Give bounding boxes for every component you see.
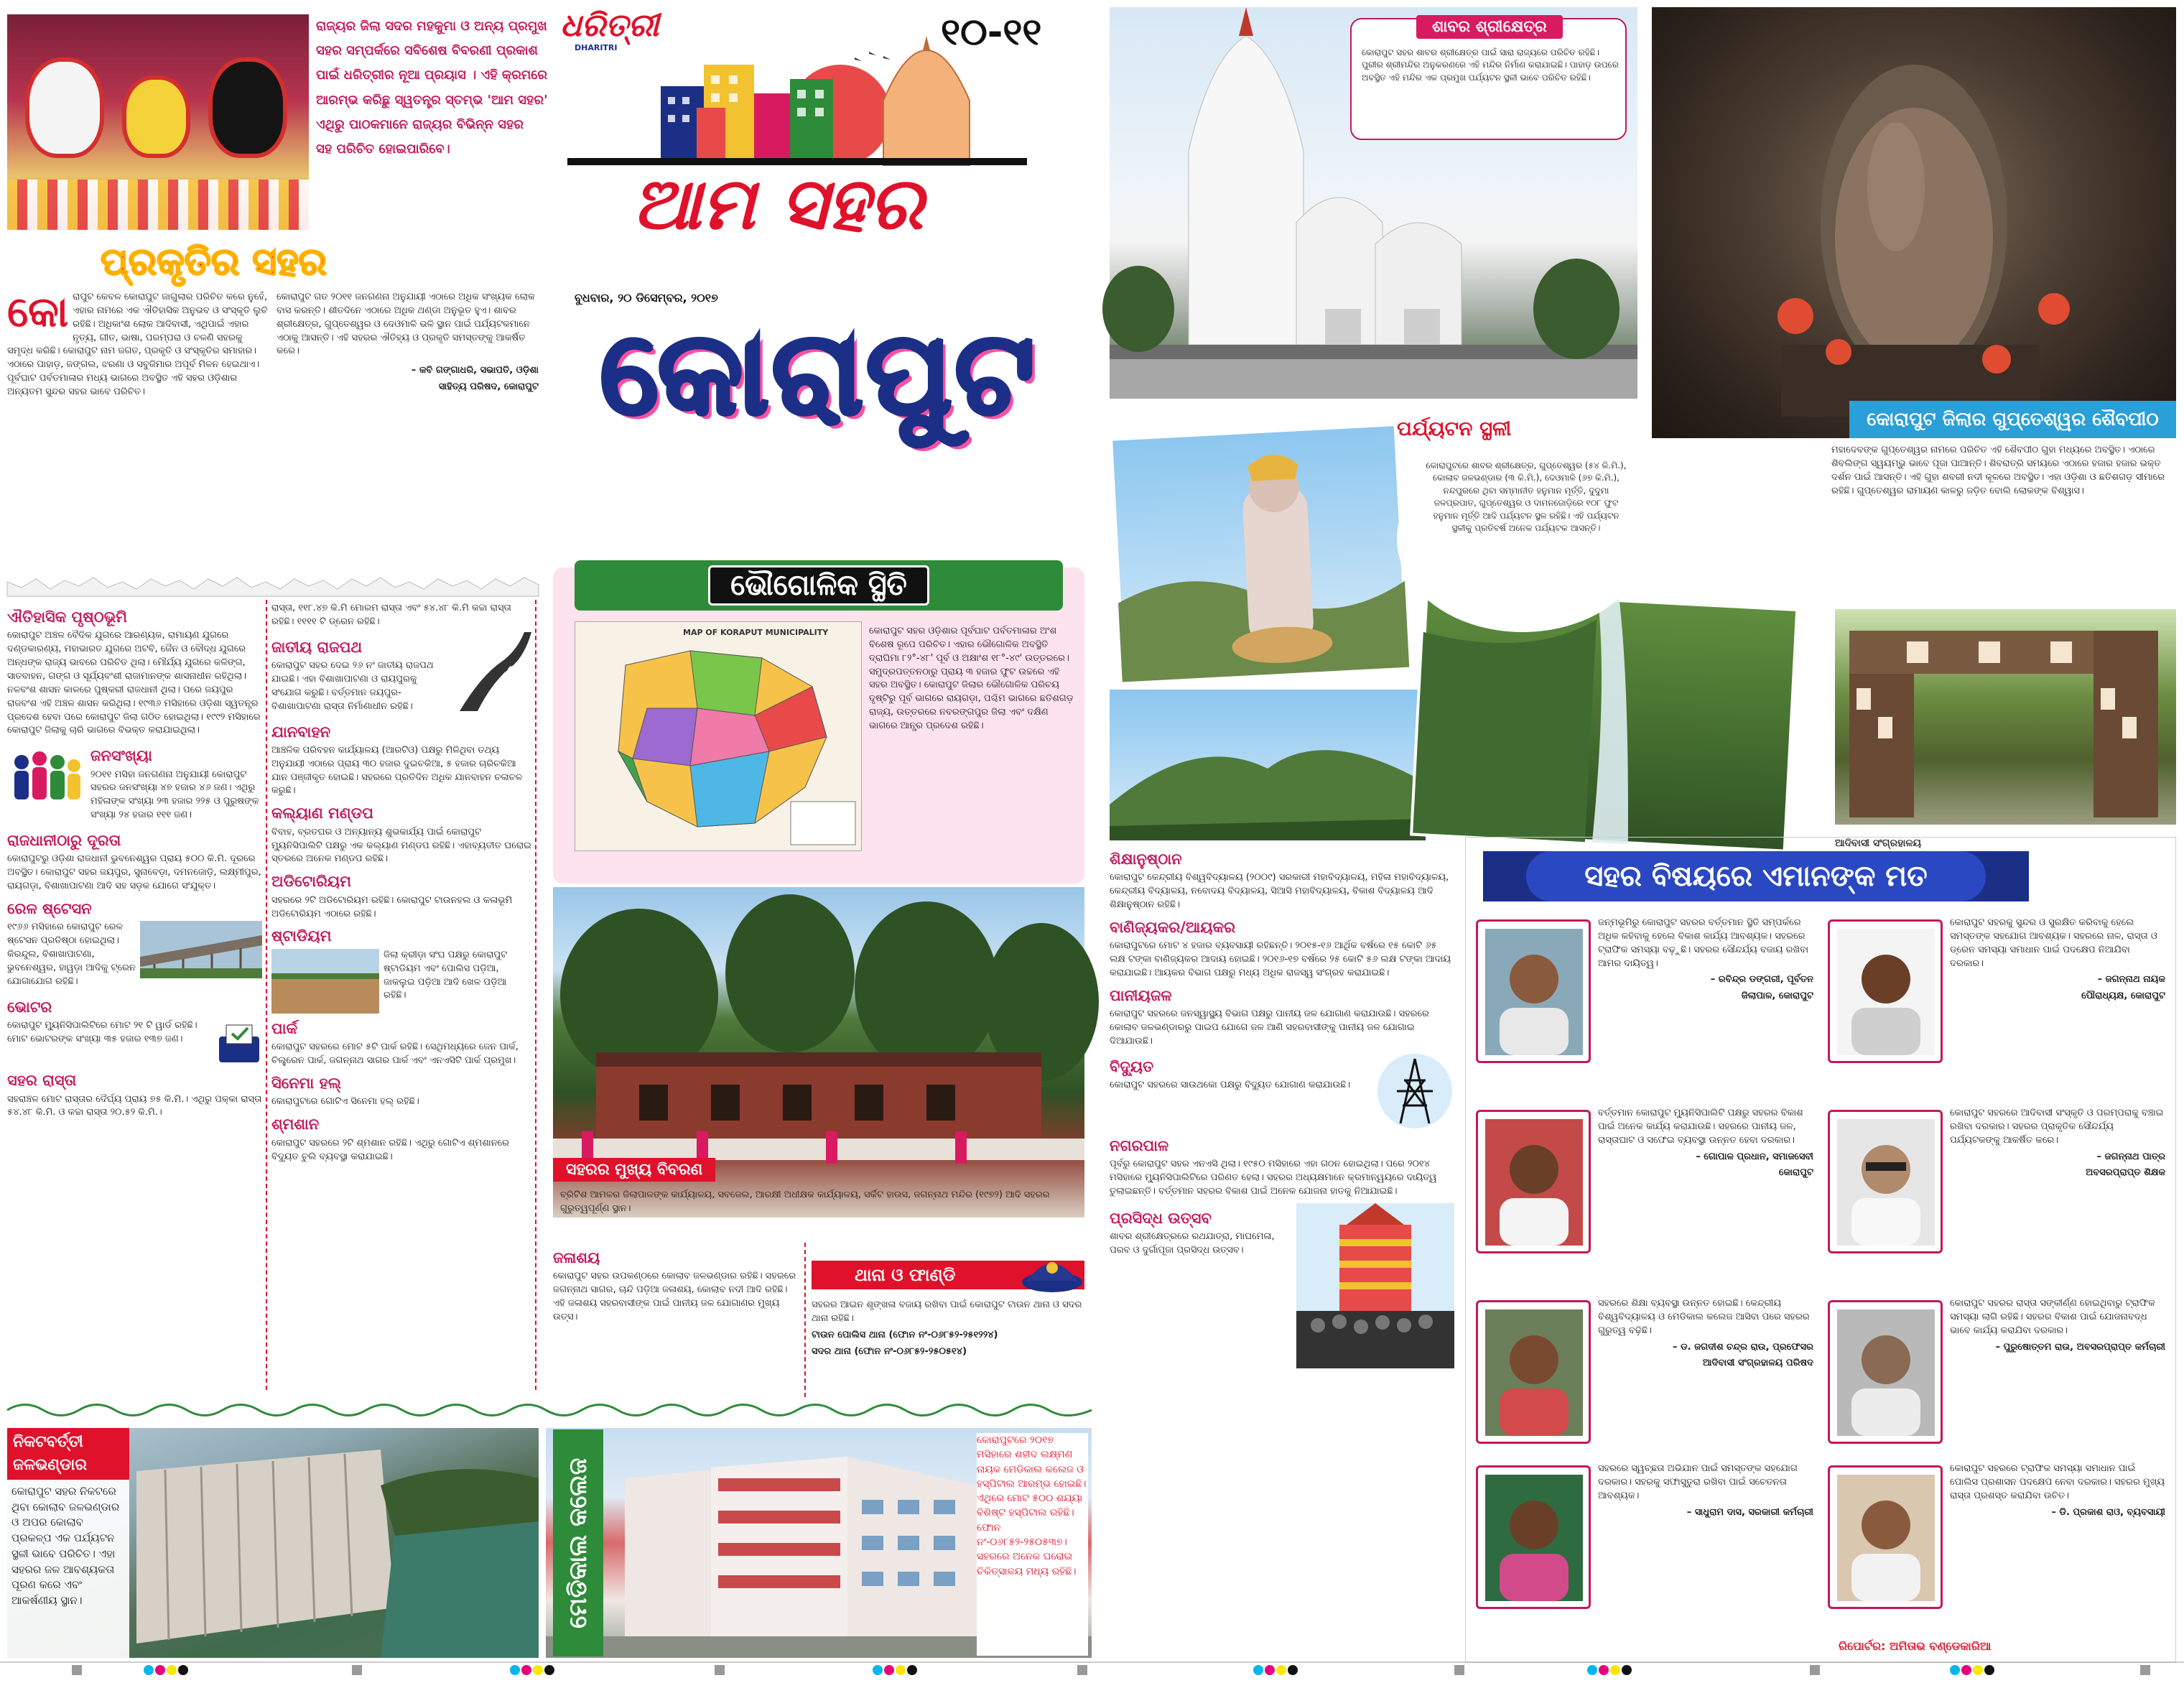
jagannath-figure xyxy=(208,57,287,158)
reservoir-text: ନିକଟବର୍ତ୍ତୀ ଜଳଭଣ୍ଡାର କୋରାପୁଟ ସହର ନିକଟରେ ଥିବା କୋଲାବ ଜଳଭଣ୍ଡାର ଓ ଅପର କୋଲାବ ପ୍ରକଳ୍ପ ଏକ ପର୍ଯ୍ୟଟନ ସ୍ଥଳୀ ଭାବେ ପରିଚିତ। ଏହା ସହରର ଜଳ ଆବଶ୍ୟକତା ପୂରଣ କରେ ଏବଂ ଆକର୍ଷଣୀୟ ସ୍ଥାନ। xyxy=(7,1428,129,1658)
map-drawing xyxy=(575,622,863,852)
reporter-credit: ରିପୋର୍ଟର: ଅମିତାଭ ବଣ୍ଡେକାରିଆ xyxy=(1839,1639,1992,1653)
person-photo xyxy=(1485,929,1583,1055)
map-label: MAP OF KORAPUT MUNICIPALITY xyxy=(683,628,829,637)
nature-credit-org: ସାହିତ୍ୟ ପରିଷଦ, କୋରାପୁଟ xyxy=(438,381,539,393)
history-heading: ଐତିହାସିକ ପୃଷ୍ଠଭୂମି xyxy=(7,608,127,626)
wavy-divider xyxy=(7,1399,1092,1421)
medical-vertical-title: ମେଡିକାଲ କଲେଜ xyxy=(553,1429,603,1656)
opinion-card: ଜନ୍ମଭୂମିରୁ କୋରାପୁଟ ସହରର ବର୍ତ୍ତମାନ ସ୍ଥିତି ସମ୍ପର୍କରେ ଅଧିକ କହିବାକୁ ହେଲେ ବିକାଶ କାର୍ଯ୍ୟ ଆବଶ୍ୟକ। ସହରରେ ଟ୍ରାଫିକ ସମସ୍ୟା ବଢ଼ୁଛି। ସହରର ସୌନ୍ଦର୍ଯ୍ୟ ବଜାୟ ରଖିବା ଆମର ଦାୟିତ୍ୱ। – ରବିନ୍ଦ୍ର ଡଙ୍ଗରୀ, ପୂର୍ବତନ ଜିଲାପାଳ, କୋରାପୁଟ xyxy=(1476,912,1813,1098)
education-column: ଶିକ୍ଷାନୁଷ୍ଠାନ କୋରାପୁଟ କେନ୍ଦ୍ରୀୟ ବିଶ୍ୱବିଦ୍ୟାଳୟ (୨୦୦୯) ସରକାରୀ ମହାବିଦ୍ୟାଳୟ, ମହିଳା ମହାବିଦ୍ୟାଳୟ, କେନ୍ଦ୍ରୀୟ ବିଦ୍ୟାଳୟ, ନବୋଦୟ ବିଦ୍ୟାଳୟ, ସିଆସି ମହାବିଦ୍ୟାଳୟ, ବିକାଶ ବିଦ୍ୟାଳୟ ଆଦି ଶିକ୍ଷାନୁଷ୍ଠାନ ରହିଛି। ବାଣିଜ୍ୟକର/ଆୟକର କୋରାପୁଟରେ ମୋଟ ୪ ହଜାର ବ୍ୟବସାୟୀ ରହିଛନ୍ତି। ୨୦୧୫-୧୬ ଆର୍ଥିକ ବର୍ଷରେ ୧୫ କୋଟି ୬୫ ଲକ୍ଷ ଟଙ୍କା ବାଣିଜ୍ୟକର ଆଦାୟ ହୋଇଛି। ୨୦୧୬-୧୭ ବର୍ଷରେ ୨୫ କୋଟି ୫୬ ଲକ୍ଷ ଟଙ୍କା ଆଦାୟ କରାଯାଇଛି। ଆୟକର ବିଭାଗ ପକ୍ଷରୁ ମଧ୍ୟ ଅଧିକ ରାଜସ୍ୱ ସଂଗ୍ରହ କରାଯାଇଛି। ପାନୀୟଜଳ କୋରାପୁଟ ସହରରେ ଜନସ୍ୱାସ୍ଥ୍ୟ ବିଭାଗ ପକ୍ଷରୁ ପାନୀୟ ଜଳ ଯୋଗାଣ କରାଯାଉଛି। ସହରରେ କୋଲାବ ଜଳଭଣ୍ଡାରରୁ ପାଇପ ଯୋଗେ ଜଳ ଆଣି ସହରବାସୀଙ୍କୁ ପାନୀୟ ଜଳ ଯୋଗାଇ ଦିଆଯାଉଛି। ବିଦ୍ୟୁତ କୋରାପୁଟ ସହରରେ ସାଉଥକୋ ପକ୍ଷରୁ ବିଦ୍ୟୁତ ଯୋଗାଣ କରାଯାଉଛି। ନଗରପାଳ ପୂର୍ବରୁ କୋରାପୁଟ ସହର ଏନଏସି ଥିଲା। ୧୯୫୦ ମସିହାରେ ଏହା ଗଠନ ହୋଇଥିଲା। ପରେ ୨୦୧୪ ମସିହାରେ ମ୍ୟୁନିସିପାଲିଟିରେ ପରିଣତ ହେଲା। ସହରର ଅଧ୍ୟକ୍ଷମାନେ କ୍ରମାନ୍ୱୟରେ ଦାୟିତ୍ୱ ତୁଲାଇଛନ୍ତି। ବର୍ତ୍ତମାନ ସହରର ବିକାଶ ପାଇଁ ଅନେକ ଯୋଜନା ହାତକୁ ନିଆଯାଇଛି। ପ୍ରସିଦ୍ଧ ଉତ୍ସବ ଶାବର ଶ୍ରୀକ୍ଷେତ୍ରରେ ରଥଯାତ୍ରା, ମାଘମେଳା, ପରବ ଓ ଦୁର୍ଗାପୂଜା ପ୍ରସିଦ୍ଧ ଉତ୍ସବ। xyxy=(1110,844,1454,1663)
police-cap-icon xyxy=(1020,1246,1084,1297)
auditorium-heading: ଅଡିଟୋରିୟମ xyxy=(271,873,351,891)
drop-cap: କୋ xyxy=(7,287,69,336)
crematorium-heading: ଶ୍ମଶାନ xyxy=(271,1116,320,1133)
rail-heading: ରେଳ ଷ୍ଟେସନ xyxy=(7,899,92,917)
shabar-heading: ଶାବର ଶ୍ରୀକ୍ଷେତ୍ର xyxy=(1416,15,1563,39)
transport-heading: ଯାନବାହନ xyxy=(271,723,331,741)
kalyan-heading: କଲ୍ୟାଣ ମଣ୍ଡପ xyxy=(271,805,373,822)
person-photo xyxy=(1837,1119,1935,1246)
shabar-temple-box xyxy=(1350,18,1627,140)
park-heading: ପାର୍କ xyxy=(271,1019,298,1037)
history-column: ଐତିହାସିକ ପୃଷ୍ଠଭୂମି କୋରାପୁଟ ଅଞ୍ଚଳ ବୈଦିକ ଯୁଗରେ ଆରଣ୍ୟକ, ରାମାୟଣ ଯୁଗରେ ଦଣ୍ଡକାରଣ୍ୟ, ମହାଭାରତ ଯୁଗରେ ଅଟବି, ଜୈନ ଓ ବୌଦ୍ଧ ଯୁଗରେ ଅନ୍ଧଙ୍କ ରାଜ୍ୟ ଭାବରେ ପରିଚିତ ଥିଲା। ମୌର୍ଯ୍ୟ ଯୁଗରେ କଳିଙ୍ଗ, ସାତବାହନ, ଗଙ୍ଗ ଓ ସୂର୍ଯ୍ୟବଂଶୀ ରାଜାମାନଙ୍କ ଶାସନାଧୀନ ରହିଥିଲା। ନଳବଂଶ ଶାସନ କାଳରେ ପୁଷ୍କରୀ ରାଜଧାନୀ ଥିଲା। ପରେ ଜୟପୁର ରାଜବଂଶ ଏହି ଅଞ୍ଚଳ ଶାସନ କରିଥିଲା। ୧୯୩୬ ମସିହାରେ ଓଡ଼ିଶା ସ୍ୱତନ୍ତ୍ର ପ୍ରଦେଶ ହେବା ପରେ କୋରାପୁଟ ଜିଲା ଗଠିତ ହୋଇଥିଲା। ୧୯୯୨ ମସିହାରେ କୋରାପୁଟ ଜିଲାକୁ ଚାରି ଭାଗରେ ବିଭକ୍ତ କରାଯାଇଥିଲା। ଜନସଂଖ୍ୟା ୨୦୧୧ ମସିହା ଜନଗଣନା ଅନୁଯାୟୀ କୋରାପୁଟ ସହରର ଜନସଂଖ୍ୟା ୪୭ ହଜାର ୪୬ ଜଣ। ଏଥିରୁ ମହିଳାଙ୍କ ସଂଖ୍ୟା ୨୩ ହଜାର ୨୨୫ ଓ ପୁରୁଷଙ୍କ ସଂଖ୍ୟା ୨୪ ହଜାର ୧୧୧ ଜଣ। ରାଜଧାନୀଠାରୁ ଦୂରତା କୋରାପୁଟରୁ ଓଡ଼ିଶା ରାଜଧାନୀ ଭୁବନେଶ୍ୱର ପ୍ରାୟ ୫୦୦ କି.ମି. ଦୂରରେ ଅବସ୍ଥିତ। କୋରାପୁଟ ସହର ଜୟପୁର, ସୁନାବେଡ଼ା, ଦମନଜୋଡ଼ି, ଲକ୍ଷ୍ମୀପୁର, ରାୟଗଡ଼ା, ବିଶାଖାପାଟଣା ଆଦି ସହ ସଡ଼କ ଯୋଗେ ସଂଯୁକ୍ତ। ରେଳ ଷ୍ଟେସନ ୧୯୬୬ ମସିହାରେ କୋରାପୁଟ ରେଳ ଷ୍ଟେସନ ପ୍ରତିଷ୍ଠା ହୋଇଥିଲା। କିରନ୍ଦୁଲ, ବିଶାଖାପାଟଣା, ଭୁବନେଶ୍ୱର, ହାୱଡ଼ା ଆଦିକୁ ଟ୍ରେନ ଯୋଗାଯୋଗ ରହିଛି। ଭୋଟର କୋରାପୁଟ ମ୍ୟୁନିସିପାଲିଟିରେ ମୋଟ ୨୧ ଟି ୱାର୍ଡ ରହିଛି। ମୋଟ ଭୋଟରଙ୍କ ସଂଖ୍ୟା ୩୫ ହଜାର ୧୩୭ ଜଣ। ସହର ରାସ୍ତା ସହରାଞ୍ଚଳ ମୋଟ ରାସ୍ତାର ଦୈର୍ଘ୍ୟ ପ୍ରାୟ ୭୫ କି.ମି.। ଏଥିରୁ ପକ୍କା ରାସ୍ତା ୫୪.୪୮ କି.ମି. ଓ କଚ୍ଚା ରାସ୍ତା ୨୦.୫୨ କି.ମି.। xyxy=(7,602,262,1385)
distance-heading: ରାଜଧାନୀଠାରୁ ଦୂରତା xyxy=(7,832,121,849)
person-photo xyxy=(1485,1475,1583,1601)
person-photo xyxy=(1485,1309,1583,1436)
services-column: ରାସ୍ତା, ୧୧୮.୪୭ କି.ମି ମୋରମ ରାସ୍ତା ଏବଂ ୫୪.୪୮ କି.ମି କଚ୍ଚା ରାସ୍ତା ରହିଛି। ୧୧୧୧ ଟି ଡ୍ରେନ ରହିଛି। ଜାତୀୟ ରାଜପଥ କୋରାପୁଟ ସହର ଦେଇ ୨୬ ନଂ ଜାତୀୟ ରାଜପଥ ଯାଇଛି। ଏହା ବିଶାଖାପାଟଣା ଓ ରାୟପୁରକୁ ସଂଯୋଗ କରୁଛି। ବର୍ତ୍ତମାନ ଜୟପୁର-ବିଶାଖାପାଟଣା ରାସ୍ତା ନିର୍ମାଣାଧୀନ ରହିଛି। ଯାନବାହନ ଆଞ୍ଚଳିକ ପରିବହନ କାର୍ଯ୍ୟାଳୟ (ଆରଟିଓ) ପକ୍ଷରୁ ମିଳିଥିବା ତଥ୍ୟ ଅନୁଯାୟୀ ଏଠାରେ ପ୍ରାୟ ୩୦ ହଜାର ଦୁଇଚକିଆ, ୫ ହଜାର ଚାରିଚକିଆ ଯାନ ପଞ୍ଜୀକୃତ ହୋଇଛି। ସହରରେ ପ୍ରତିଦିନ ଅଧିକ ଯାନବାହନ ଚଳାଚଳ କରୁଛି। କଲ୍ୟାଣ ମଣ୍ଡପ ବିବାହ, ବ୍ରତଘର ଓ ଅନ୍ୟାନ୍ୟ ଶୁଭକାର୍ଯ୍ୟ ପାଇଁ କୋରାପୁଟ ମ୍ୟୁନିସିପାଲିଟି ପକ୍ଷରୁ ଏକ କଲ୍ୟାଣ ମଣ୍ଡପ ରହିଛି। ଏହାବ୍ୟତୀତ ଘରୋଇ ସ୍ତରରେ ଅନେକ ମଣ୍ଡପ ରହିଛି। ଅଡିଟୋରିୟମ ସହରରେ ୨ଟି ଅଡିଟୋରିୟମ ରହିଛି। କୋରାପୁଟ ଟାଉନହଲ ଓ କଳାଭୂମି ଅଡିଟୋରିୟମ ଏଠାରେ ରହିଛି। ଷ୍ଟାଡିୟମ ଜିଲା କ୍ରୀଡ଼ା ସଂଘ ପକ୍ଷରୁ କୋରାପୁଟ ଷ୍ଟାଡିୟମ ଏବଂ ପୋଲିସ ପଡ଼ିଆ, ଜାକଲୁଇ ପଡ଼ିଆ ଆଦି ଖେଳ ପଡ଼ିଆ ରହିଛି। ପାର୍କ କୋରାପୁଟ ସହରରେ ମୋଟ ୫ଟି ପାର୍କ ରହିଛି। ସେଥିମଧ୍ୟରେ ଜେନ ପାର୍କ, ଚିଲ୍ଡ୍ରେନ ପାର୍କ, ଜଗନ୍ନାଥ ସାଗର ପାର୍କ ଏବଂ ଏନଏସିଟି ପାର୍କ ପ୍ରମୁଖ। ସିନେମା ହଲ୍ କୋରାପୁଟରେ ଗୋଟିଏ ସିନେମା ହଲ୍ ରହିଛି। ଶ୍ମଶାନ କୋରାପୁଟ ସହରରେ ୨ଟି ଶ୍ମଶାନ ରହିଛି। ଏଥିରୁ ଗୋଟିଏ ଶ୍ମଶାନରେ ବିଦ୍ୟୁତ ଚୁଲି ବ୍ୟବସ୍ଥା କରାଯାଇଛି। xyxy=(271,603,531,1162)
date-line: ବୁଧବାର, ୨୦ ଡିସେମ୍ବର, ୨୦୧୭ xyxy=(575,291,718,305)
police-heading-bar: ଥାନା ଓ ଫାଣ୍ଡି xyxy=(812,1261,1084,1289)
nature-city-body: କୋରାପୁଟ କେବଳ କୋରାପୁଟ ଜାଗୁଲାର ପରିଚିତ କରେ ନୁହେଁ, ଏହାର ନାମରେ ଏକ ଐତିହାସିକ ଅନୁଭବ ଓ ସଂସ୍କୃତି ଲୁଚି ରହିଛି। ଅଧିକାଂଶ ଲୋକ ଆଦିବାସୀ, ଏଥିପାଇଁ ଏହାର ନୃତ୍ୟ, ଗୀତ, ଭାଷା, ପରମ୍ପରା ଓ ଚଳଣି ସହରକୁ ସମୃଦ୍ଧ କରିଛି। କୋରାପୁଟ ନାମ ଜଗତ, ପ୍ରକୃତି ଓ ସଂସ୍କୃତିର ସମାହାର। ଏଠାରେ ପାହାଡ଼, ଜଙ୍ଗଲ, ଝରଣା ଓ ସବୁଜିମାର ଅପୂର୍ବ ମିଳନ ହେଇଥାଏ। ପୂର୍ବଘାଟ ପର୍ବତମାଳାର ମଧ୍ୟ ଭାଗରେ ଅବସ୍ଥିତ ଏହି ସହର ଓଡ଼ିଶାର ଅନ୍ୟତମ ସୁନ୍ଦର ସହର ଭାବେ ପରିଚିତ। xyxy=(7,287,268,397)
print-registration-strip xyxy=(0,1661,2184,1680)
opinions-heading: ସହର ବିଷୟରେ ଏମାନଙ୍କ ମତ xyxy=(1584,860,1928,893)
nature-city-heading: ପ୍ରକୃତିର ସହର xyxy=(101,241,327,284)
highway-icon xyxy=(452,632,531,711)
museum-caption: ଆଦିବାସୀ ସଂଗ୍ରହାଳୟ xyxy=(1835,838,1922,849)
paper-logo: ଧରିତ୍ରୀ xyxy=(560,7,659,44)
balabhadra-figure xyxy=(25,57,104,158)
rail-bridge-photo xyxy=(140,921,262,978)
commerce-heading: ବାଣିଜ୍ୟକର/ଆୟକର xyxy=(1110,918,1236,936)
police-body: ସହରର ଆଇନ ଶୃଙ୍ଖଳା ବଜାୟ ରଖିବା ପାଇଁ କୋରାପୁଟ ଟାଉନ ଥାନା ଓ ସଦର ଥାନା ରହିଛି। ଟାଉନ ପୋଲିସ ଥାନା (ଫୋନ ନଂ-୦୬୮୫୨-୨୫୧୨୨୪) ସଦର ଥାନା (ଫୋନ ନଂ-୦୬୮୫୨-୨୫୦୫୧୪) xyxy=(812,1299,1084,1399)
opinion-card: ବର୍ତ୍ତମାନ କୋରାପୁଟ ମ୍ୟୁନିସିପାଲିଟି ପକ୍ଷରୁ ସହରର ବିକାଶ ପାଇଁ ଅନେକ କାର୍ଯ୍ୟ କରାଯାଉଛି। ସହରରେ ପାନୀୟ ଜଳ, ରାସ୍ତାଘାଟ ଓ ସଫେଇ ବ୍ୟବସ୍ଥା ଉନ୍ନତ ହେବା ଦରକାର। – ଗୋପାଳ ପ୍ରଧାନ, ସମାଜସେବୀ କୋରାପୁଟ xyxy=(1476,1103,1813,1288)
opinion-card: କୋରାପୁଟ ସହରରେ ଆଦିବାସୀ ସଂସ୍କୃତି ଓ ପରମ୍ପରାକୁ ବଞ୍ଚାଇ ରଖିବା ଦରକାର। ସହରର ପ୍ରାକୃତିକ ସୌନ୍ଦର୍ଯ୍ୟ ପର୍ଯ୍ୟଟକଙ୍କୁ ଆକର୍ଷିତ କରେ। – ଜଗନ୍ନାଥ ପାତ୍ର ଅବସରପ୍ରାପ୍ତ ଶିକ୍ଷକ xyxy=(1828,1103,2165,1288)
population-heading: ଜନସଂଖ୍ୟା xyxy=(90,747,152,765)
opinion-card: ସହରରେ ଶିକ୍ଷା ବ୍ୟବସ୍ଥା ଉନ୍ନତ ହୋଇଛି। କେନ୍ଦ୍ରୀୟ ବିଶ୍ୱବିଦ୍ୟାଳୟ ଓ ମେଡିକାଲ କଲେଜ ଆସିବା ପରେ ସହରର ଗୁରୁତ୍ୱ ବଢ଼ିଛି। – ଡ. ଜଗଦୀଶ ଚନ୍ଦ୍ର ରାଉ, ପ୍ରଫେସର ଆଦିବାସୀ ସଂଗ୍ରହାଳୟ ପରିଷଦ xyxy=(1476,1293,1813,1478)
tribal-museum-photo xyxy=(1835,609,2176,849)
gupteswar-body: ମହାଦେବଙ୍କ ଗୁପ୍ତେଶ୍ୱର ନାମରେ ପରିଚିତ ଏହି ଶୈବପୀଠ ଗୁହା ମଧ୍ୟରେ ଅବସ୍ଥିତ। ଏଠାରେ ଶିବଲିଙ୍ଗ ସ୍ୱୟମ୍ଭୁ ଭାବେ ପୂଜା ପାଆନ୍ତି। ଶିବରାତ୍ରି ସମୟରେ ଏଠାରେ ହଜାର ହଜାର ଭକ୍ତ ଦର୍ଶନ ପାଇଁ ଆସନ୍ତି। ଏହି ଗୁହା ଶବରୀ ନଦୀ କୂଳରେ ଅବସ୍ଥିତ। ଏହା ଓଡ଼ିଶା ଓ ଛତିଶଗଡ଼ ସୀମାରେ ରହିଛି। ଗୁପ୍ତେଶ୍ୱର ରାମାୟଣ କାଳରୁ ଜଡ଼ିତ ବୋଲି ଲୋକଙ୍କ ବିଶ୍ୱାସ। xyxy=(1831,445,2165,496)
stadium-heading: ଷ୍ଟାଡିୟମ xyxy=(271,927,332,945)
geography-body: କୋରାପୁଟ ସହର ଓଡ଼ିଶାର ପୂର୍ବଘାଟ ପର୍ବତମାଳାର ଅଂଶ ବିଶେଷ ରୂପେ ପରିଚିତ। ଏହାର ଭୌଗୋଳିକ ଅବସ୍ଥିତି ଦ୍ରାଘିମା ୮୨°-୪୮' ପୂର୍ବ ଓ ଅକ୍ଷାଂଶ ୧୮°-୪୯' ଉତ୍ତରରେ। ସମୁଦ୍ରପତ୍ତନଠାରୁ ପ୍ରାୟ ୩ ହଜାର ଫୁଟ ଉଚ୍ଚରେ ଏହି ସହର ଅବସ୍ଥିତ। କୋରାପୁଟ ଜିଲାର ଭୌଗୋଳିକ ପରିଚୟ ଦୃଷ୍ଟିରୁ ପୂର୍ବ ଭାଗରେ ରାୟଗଡ଼ା, ପଶ୍ଚିମ ଭାଗରେ ଛତିଶଗଡ଼ ରାଜ୍ୟ, ଉତ୍ତରରେ ନବରଙ୍ଗପୁର ଜିଲା ଏବଂ ଦକ୍ଷିଣ ଭାଗରେ ଆନ୍ଧ୍ର ପ୍ରଦେଶ ରହିଛି। xyxy=(869,626,1074,731)
highway-heading: ଜାତୀୟ ରାଜପଥ xyxy=(271,638,363,656)
geography-heading: ଭୌଗୋଳିକ ସ୍ଥିତି xyxy=(575,560,1063,611)
voter-heading: ଭୋଟର xyxy=(7,998,52,1016)
shabar-body: କୋରାପୁଟ ସହର ଶାବର ଶ୍ରୀକ୍ଷେତ୍ର ପାଇଁ ସାରା ରାଜ୍ୟରେ ପରିଚିତ ରହିଛି। ପୁରୀର ଶ୍ରୀମନ୍ଦିର ଅନୁକରଣରେ ଏହି ମନ୍ଦିର ନିର୍ମାଣ କରାଯାଇଛି। ପାହାଡ଼ ଉପରେ ଅବସ୍ଥିତ ଏହି ମନ୍ଦିର ଏକ ପ୍ରମୁଖ ପର୍ଯ୍ୟଟନ ସ୍ଥଳୀ ଭାବେ ପରିଚିତ ରହିଛି। xyxy=(1362,47,1619,83)
municipality-map xyxy=(575,621,862,851)
roads-heading: ସହର ରାସ୍ତା xyxy=(7,1072,77,1090)
subhadra-figure xyxy=(122,75,190,158)
water-heading: ଜଳାଶୟ xyxy=(553,1249,600,1266)
registration-marks xyxy=(0,1661,2184,1680)
sadar-police-station: ସଦର ଥାନା (ଫୋନ ନଂ-୦୬୮୫୨-୨୫୦୫୧୪) xyxy=(812,1345,967,1357)
education-heading: ଶିକ୍ଷାନୁଷ୍ଠାନ xyxy=(1110,850,1182,868)
column-divider xyxy=(266,600,267,1390)
gupteswar-caption-bar: କୋରାପୁଟ ଜିଲାର ଗୁପ୍ତେଶ୍ୱର ଶୈବପୀଠ xyxy=(1849,401,2176,438)
shivalinga-illustration xyxy=(1652,7,2176,438)
intro-line: ସହର ସମ୍ପର୍କରେ ସବିଶେଷ ବିବରଣୀ ପ୍ରକାଶ xyxy=(316,43,538,59)
intro-line: ପାଇଁ ଧରିତ୍ରୀର ନୂଆ ପ୍ରୟାସ । ଏହି କ୍ରମରେ xyxy=(316,68,547,83)
reservoir-heading: ନିକଟବର୍ତ୍ତୀ ଜଳଭଣ୍ଡାର xyxy=(7,1428,129,1480)
opinion-card: କୋରାପୁଟ ସହରରେ ଟ୍ରାଫିକ ସମସ୍ୟା ସମାଧାନ ପାଇଁ ପୋଲିସ ପ୍ରଶାସନ ପଦକ୍ଷେପ ନେବା ଦରକାର। ସହରର ମୁଖ୍ୟ ରାସ୍ତା ପ୍ରଶସ୍ତ କରାଯିବା ଉଚିତ। – ଡି. ପ୍ରକାଶ ରାଓ, ବ୍ୟବସାୟୀ xyxy=(1828,1458,2165,1643)
rath-yatra-photo xyxy=(1296,1203,1454,1368)
series-intro xyxy=(316,14,548,230)
nature-credit: – କବି ଗଙ୍ଗାଧରି, ସଭାପତି, ଓଡ଼ିଶା xyxy=(411,365,539,376)
opinions-heading-bar xyxy=(1483,851,2029,901)
person-photo xyxy=(1485,1119,1583,1246)
power-tower-icon xyxy=(1375,1052,1454,1131)
person-photo xyxy=(1837,1309,1935,1436)
opinion-card: ସହରରେ ସ୍ୱଚ୍ଛତା ଅଭିଯାନ ପାଇଁ ସମସ୍ତଙ୍କ ସହଯୋଗ ଦରକାର। ସହରକୁ ସଫାସୁତୁରା ରଖିବା ପାଇଁ ସଚେତନତା ଆବଶ୍ୟକ। – ସାଧୁରାମ ଦାସ, ସରକାରୀ କର୍ମଚାରୀ xyxy=(1476,1458,1813,1643)
medical-text: କୋରାପୁଟରେ ୨୦୧୭ ମସିହାରେ ଶହୀଦ ଲକ୍ଷ୍ମଣ ନାୟକ ମେଡିକାଲ କଲେଜ ଓ ହସ୍ପିଟାଲ ଆରମ୍ଭ ହୋଇଛି। ଏଥିରେ ମୋଟ ୫୦୦ ଶଯ୍ୟା ବିଶିଷ୍ଟ ହସ୍ପିଟାଲ ରହିଛି। ଫୋନ ନଂ-୦୬୮୫୨-୨୫୦୫୩୭। ସହରରେ ଅନେକ ଘରୋଇ ଚିକିତ୍ସାଳୟ ମଧ୍ୟ ରହିଛି। xyxy=(977,1433,1088,1656)
cinema-heading: ସିନେମା ହଲ୍ xyxy=(271,1074,342,1092)
nature-city-body-2: କୋରାପୁଟ ଗତ ୨୦୧୧ ଜନଗଣନା ଅନୁଯାୟୀ ଏଠାରେ ଅଧିକ ସଂଖ୍ୟକ ଲୋକ ବାସ କରନ୍ତି। ଶୀତଦିନେ ଏଠାରେ ଅଧିକ ଥଣ୍ଡା ଅନୁଭୂତ ହୁଏ। ଶାବର ଶ୍ରୀକ୍ଷେତ୍ର, ଗୁପ୍ତେଶ୍ୱର ଓ ଦେଓମାଳି ଭଳି ସ୍ଥାନ ପାଇଁ ପର୍ଯ୍ୟଟକମାନେ ଏଠାକୁ ଆସନ୍ତି। ଏହି ସହରର ଐତିହ୍ୟ ଓ ପ୍ରକୃତି ସମସ୍ତଙ୍କୁ ଆକର୍ଷିତ କରେ। – କବି ଗଙ୍ଗାଧରି, ସଭାପତି, ଓଡ଼ିଶା ସାହିତ୍ୟ ପରିଷଦ, କୋରାପୁଟ xyxy=(277,291,539,571)
city-name-title: କୋରାପୁଟ xyxy=(600,306,1038,440)
torn-divider xyxy=(7,575,539,596)
tourism-body: କୋରାପୁଟରେ ଶାବର ଶ୍ରୀକ୍ଷେତ୍ର, ଗୁପ୍ତେଶ୍ୱର (୫୪ କି.ମି.), କୋଲାବ ଜଳଭଣ୍ଡାର (୩ କି.ମି.), ଦେଓମାଳି (୬୭ କି.ମି.), ନନ୍ଦପୁରରେ ଥିବା ସମ୍ମାନୀତ ହନୁମାନ ମୂର୍ତ୍ତି, ଦୁଦୁମା ଜଳପ୍ରପାତ, ଗୁପ୍ତେଶ୍ୱର ଓ ଦାମନଜୋଡ଼ିରେ ୧୦୮ ଫୁଟ ହନୁମାନ ମୂର୍ତ୍ତି ଆଦି ପର୍ଯ୍ୟଟନ ସ୍ଥଳ ରହିଛି। ଏହି ପର୍ଯ୍ୟଟନ ସ୍ଥଳୀକୁ ପ୍ରତିବର୍ଷ ଅନେକ ପର୍ଯ୍ୟଟକ ଆସନ୍ତି। xyxy=(1426,460,1627,533)
town-police-station: ଟାଉନ ପୋଲିସ ଥାନା (ଫୋନ ନଂ-୦୬୮୫୨-୨୫୧୨୨୪) xyxy=(812,1329,998,1340)
paper-logo-sub: DHARITRI xyxy=(575,43,618,52)
jagannath-photo xyxy=(7,14,309,230)
intro-line: ଏଥିରୁ ପାଠକମାନେ ରାଜ୍ୟର ବିଭିନ୍ନ ସହର xyxy=(316,116,524,132)
museum-gate-illustration xyxy=(1835,609,2176,825)
gupteswar-cave-photo xyxy=(1652,7,2176,438)
population-icon xyxy=(7,741,86,820)
column-divider xyxy=(535,600,536,1390)
opinion-card: କୋରାପୁଟ ସହରର ରାସ୍ତା ସଙ୍କୀର୍ଣ୍ଣ ହୋଇଥିବାରୁ ଟ୍ରାଫିକ ସମସ୍ୟା ଲାଗି ରହିଛି। ସହରର ବିକାଶ ପାଇଁ ଯୋଜନାବଦ୍ଧ ଭାବେ କାର୍ଯ୍ୟ କରାଯିବା ଦରକାର। – ପୁରୁଷୋତ୍ତମ ରାଉ, ଅବସରପ୍ରାପ୍ତ କର୍ମଚାରୀ xyxy=(1828,1293,2165,1478)
tourism-textbox xyxy=(1397,417,1648,632)
tourism-heading: ପର୍ଯ୍ୟଟନ ସ୍ଥଳୀ xyxy=(1397,417,1512,440)
person-photo xyxy=(1837,1475,1935,1601)
water-body-section: ଜଳାଶୟ କୋରାପୁଟ ସହର ଉପକଣ୍ଠରେ କୋଲାବ ଜଳଭଣ୍ଡାର ରହିଛି। ସହରରେ ଜଗନ୍ନାଥ ସାଗର, ଚାନ୍ଦି ପଡ଼ିଆ ଜଳାଶୟ, କୋଲାବ ନଦୀ ଆଦି ରହିଛି। ଏହି ଜଳାଶୟ ସହରବାସୀଙ୍କ ପାଇଁ ପାନୀୟ ଜଳ ଯୋଗାଣର ମୁଖ୍ୟ ଉତ୍ସ। xyxy=(553,1243,797,1401)
power-heading: ବିଦ୍ୟୁତ xyxy=(1110,1057,1154,1075)
municipal-heading: ନଗରପାଳ xyxy=(1110,1136,1169,1154)
water-supply-heading: ପାନୀୟଜଳ xyxy=(1110,986,1172,1004)
voting-icon xyxy=(216,1019,262,1065)
building-caption-heading: ସହରର ମୁଖ୍ୟ ବିବରଣ xyxy=(553,1158,715,1182)
festival-heading: ପ୍ରସିଦ୍ଧ ଉତ୍ସବ xyxy=(1110,1209,1212,1227)
person-photo xyxy=(1837,929,1935,1055)
stadium-photo xyxy=(271,949,379,1014)
intro-line: ଆରମ୍ଭ କରିଛୁ ସ୍ୱତନ୍ତ୍ର ସ୍ତମ୍ଭ 'ଆମ ସହର' xyxy=(316,92,548,108)
column-divider xyxy=(804,1243,806,1397)
intro-line: ରାଜ୍ୟର ଜିଲା ସଦର ମହକୁମା ଓ ଅନ୍ୟ ପ୍ରମୁଖ xyxy=(316,19,547,34)
opinion-card: କୋରାପୁଟ ସହରକୁ ସୁନ୍ଦର ଓ ସୁରକ୍ଷିତ କରିବାକୁ ହେଲେ ସମସ୍ତଙ୍କ ସହଯୋଗ ଆବଶ୍ୟକ। ସହରରେ ନାଳ, ରାସ୍ତା ଓ ଡ୍ରେନ ସମସ୍ୟା ସମାଧାନ ପାଇଁ ପଦକ୍ଷେପ ନିଆଯିବା ଦରକାର। – ଜଗନ୍ନାଥ ନାୟକ ପୌରାଧ୍ୟକ୍ଷ, କୋରାପୁଟ xyxy=(1828,912,2165,1098)
city-skyline-illustration xyxy=(567,36,1027,165)
series-title: ଆମ ସହର xyxy=(632,162,924,246)
page-number: ୧୦-୧୧ xyxy=(941,11,1042,54)
building-caption-body: ବ୍ରିଟିଶ ଆମଳର ଜିଲାପାଳଙ୍କ କାର୍ଯ୍ୟାଳୟ, ସବଜେଲ, ଆରକ୍ଷୀ ଅଧୀକ୍ଷକ କାର୍ଯ୍ୟାଳୟ, ସର୍କିଟ ହାଉସ, ଜଗନ୍ନାଥ ମନ୍ଦିର (୧୯୭୨) ଆଦି ସହରର ଗୁରୁତ୍ୱପୂର୍ଣ୍ଣ ସ୍ଥାନ। xyxy=(560,1190,1050,1214)
intro-line: ସହ ପରିଚିତ ହୋଇପାରିବେ। xyxy=(316,141,450,157)
